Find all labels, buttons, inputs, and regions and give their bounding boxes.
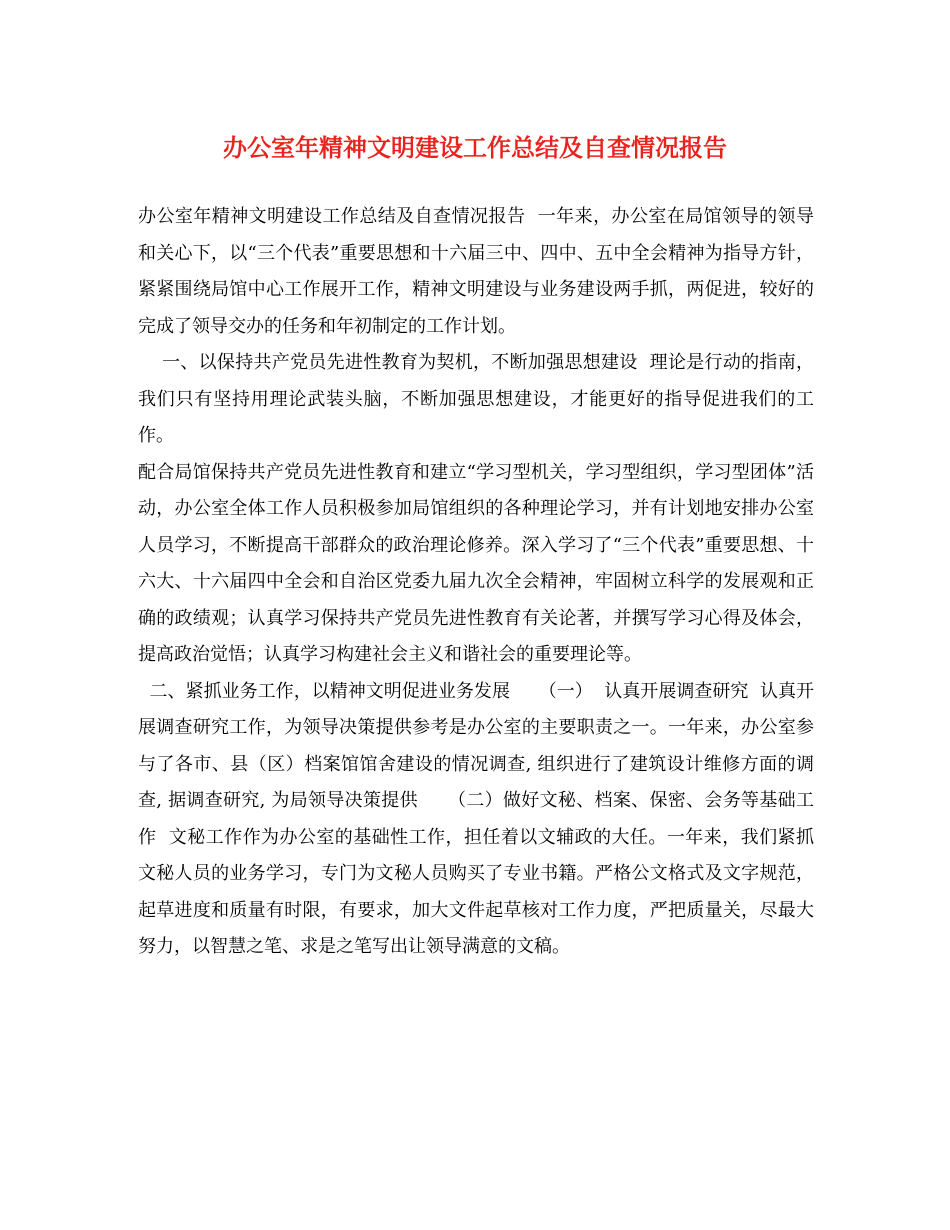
body-paragraph: 一、以保持共产党员先进性教育为契机，不断加强思想建设 理论是行动的指南，我们只有坚持用理论武装头脑，不断加强思想建设，才能更好的指导促进我们的工作。 — [138, 352, 814, 446]
body-paragraph: 办公室年精神文明建设工作总结及自查情况报告 一年来，办公室在局馆领导的领导和关心下，以“三个代表”重要思想和十六届三中、四中、五中全会精神为指导方针，紧紧围绕局馆中心工作展开工作，精神文明建设与业务建设两手抓，两促进，较好的完成了领导交办的任务和年初制定的工作计划。 — [138, 206, 814, 337]
document-title: 办公室年精神文明建设工作总结及自查情况报告 — [223, 134, 727, 162]
document-body — [138, 199, 814, 966]
body-paragraph: 配合局馆保持共产党员先进性教育和建立“学习型机关，学习型组织，学习型团体”活动，办公室全体工作人员积极参加局馆组织的各种理论学习，并有计划地安排办公室人员学习，不断提高干部群众的政治理论修养。深入学习了“三个代表”重要思想、十六大、十六届四中全会和自治区党委九届九次全会精神，牢固树立科学的发展观和正确的政绩观；认真学习保持共产党员先进性教育有关论著，并撰写学习心得及体会，提高政治觉悟；认真学习构建社会主义和谐社会的重要理论等。 — [138, 461, 814, 665]
body-paragraph: 二、紧抓业务工作，以精神文明促进业务发展 （一） 认真开展调查研究 认真开展调查研究工作，为领导决策提供参考是办公室的主要职责之一。一年来，办公室参与了各市、县（区）档案馆馆舍建设的情况调查, 组织进行了建筑设计维修方面的调查, 据调查研究, 为局领导决策提供 （二）做好文秘、档案、保密、会务等基础工作 文秘工作作为办公室的基础性工作，担任着以文辅政的大任。一年来，我们紧抓文秘人员的业务学习，专门为文秘人员购买了专业书籍。严格公文格式及文字规范，起草进度和质量有时限，有要求，加大文件起草核对工作力度，严把质量关，尽最大努力，以智慧之笔、求是之笔写出让领导满意的文稿。 — [138, 680, 814, 957]
